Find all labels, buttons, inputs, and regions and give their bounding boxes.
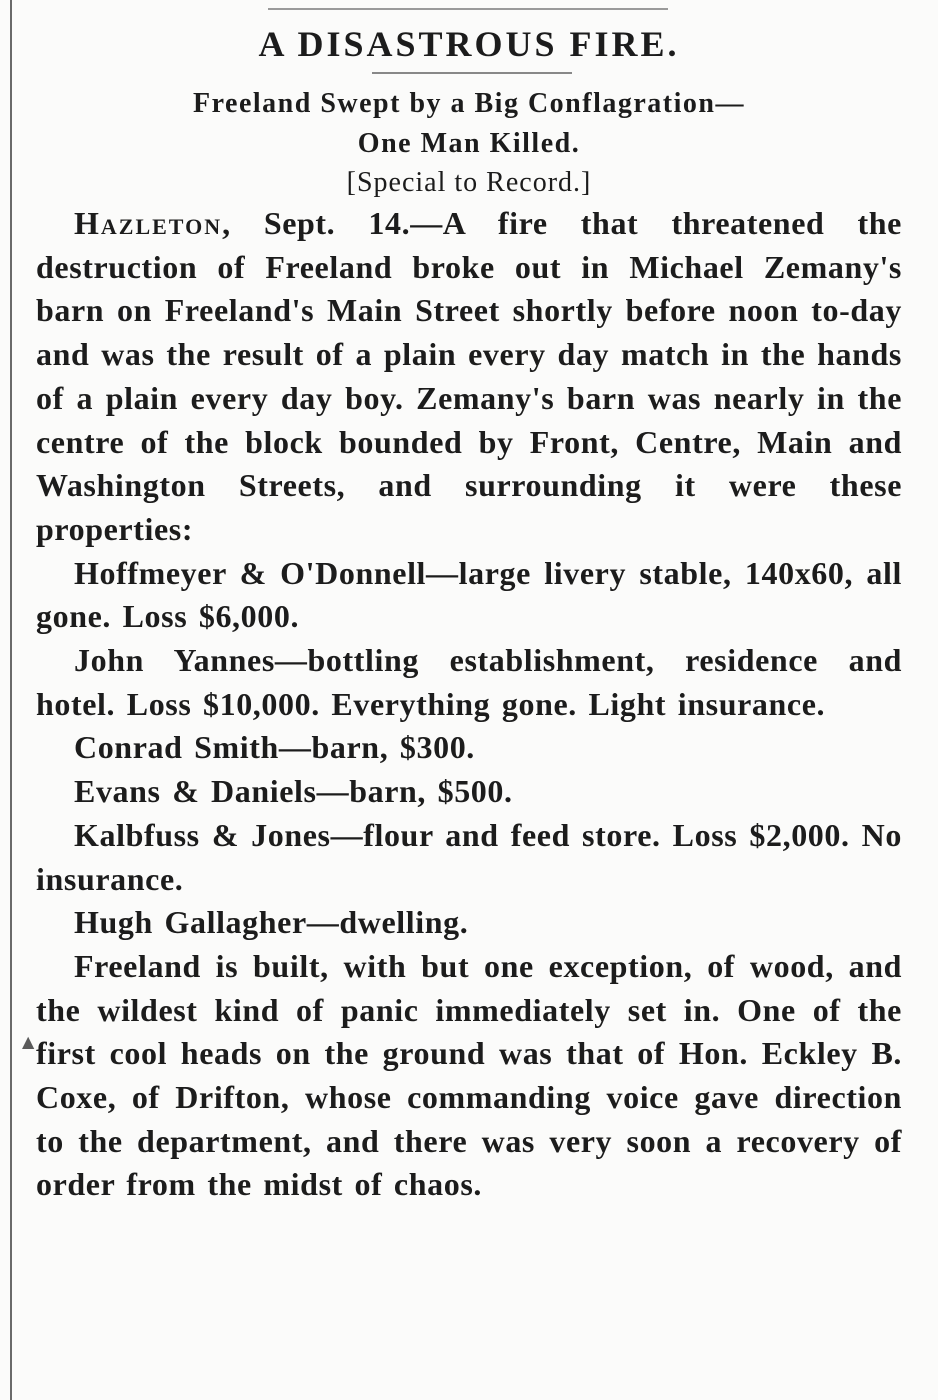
closing-paragraph: Freeland is built, with but one exception, of wood, and the wildest kind of panic immediately set in. One of the first cool heads on the ground was that of Hon. Eckley B. Coxe, of Drifton, whose commanding voice gave direction to the department, and there was very soon a recovery of order from the midst of chaos. xyxy=(36,947,902,1203)
top-divider xyxy=(268,8,668,10)
subheadline-line-1: Freeland Swept by a Big Conflagration— xyxy=(193,88,745,119)
print-mark-icon: ▲ xyxy=(22,1032,35,1051)
property-item: John Yannes—bottling establishment, residence and hotel. Loss $10,000. Everything gone. Light insurance. xyxy=(36,642,902,722)
column-rule xyxy=(10,0,12,1400)
byline: [Special to Record.] xyxy=(346,167,592,198)
subheadline-line-2: One Man Killed. xyxy=(357,128,581,159)
property-item: Evans & Daniels—barn, $500. xyxy=(74,773,513,810)
property-item: Hugh Gallagher—dwelling. xyxy=(74,904,469,941)
property-item: Conrad Smith—barn, $300. xyxy=(74,729,475,766)
headline: A DISASTROUS FIRE. xyxy=(258,24,680,64)
lead-text: , Sept. 14.—A fire that threatened the destruction of Freeland broke out in Michael Zemany's barn on Freeland's Main Street shortly before noon to-day and was the result of a plain every day match in the hands of a plain every day boy. Zemany's barn was nearly in the centre of the block bounded by Front, Centre, Main and Washington Streets, and surrounding it were these properties: xyxy=(36,205,902,547)
subheadline xyxy=(0,84,938,164)
dateline-place: Hazleton xyxy=(74,205,223,241)
headline-divider xyxy=(372,72,572,74)
article-body xyxy=(36,202,902,1207)
property-item: Kalbfuss & Jones—flour and feed store. Loss $2,000. No insurance. xyxy=(36,816,902,897)
lead-paragraph xyxy=(36,202,902,552)
property-item: Hoffmeyer & O'Donnell—large livery stable, 140x60, all gone. Loss $6,000. xyxy=(36,554,902,635)
